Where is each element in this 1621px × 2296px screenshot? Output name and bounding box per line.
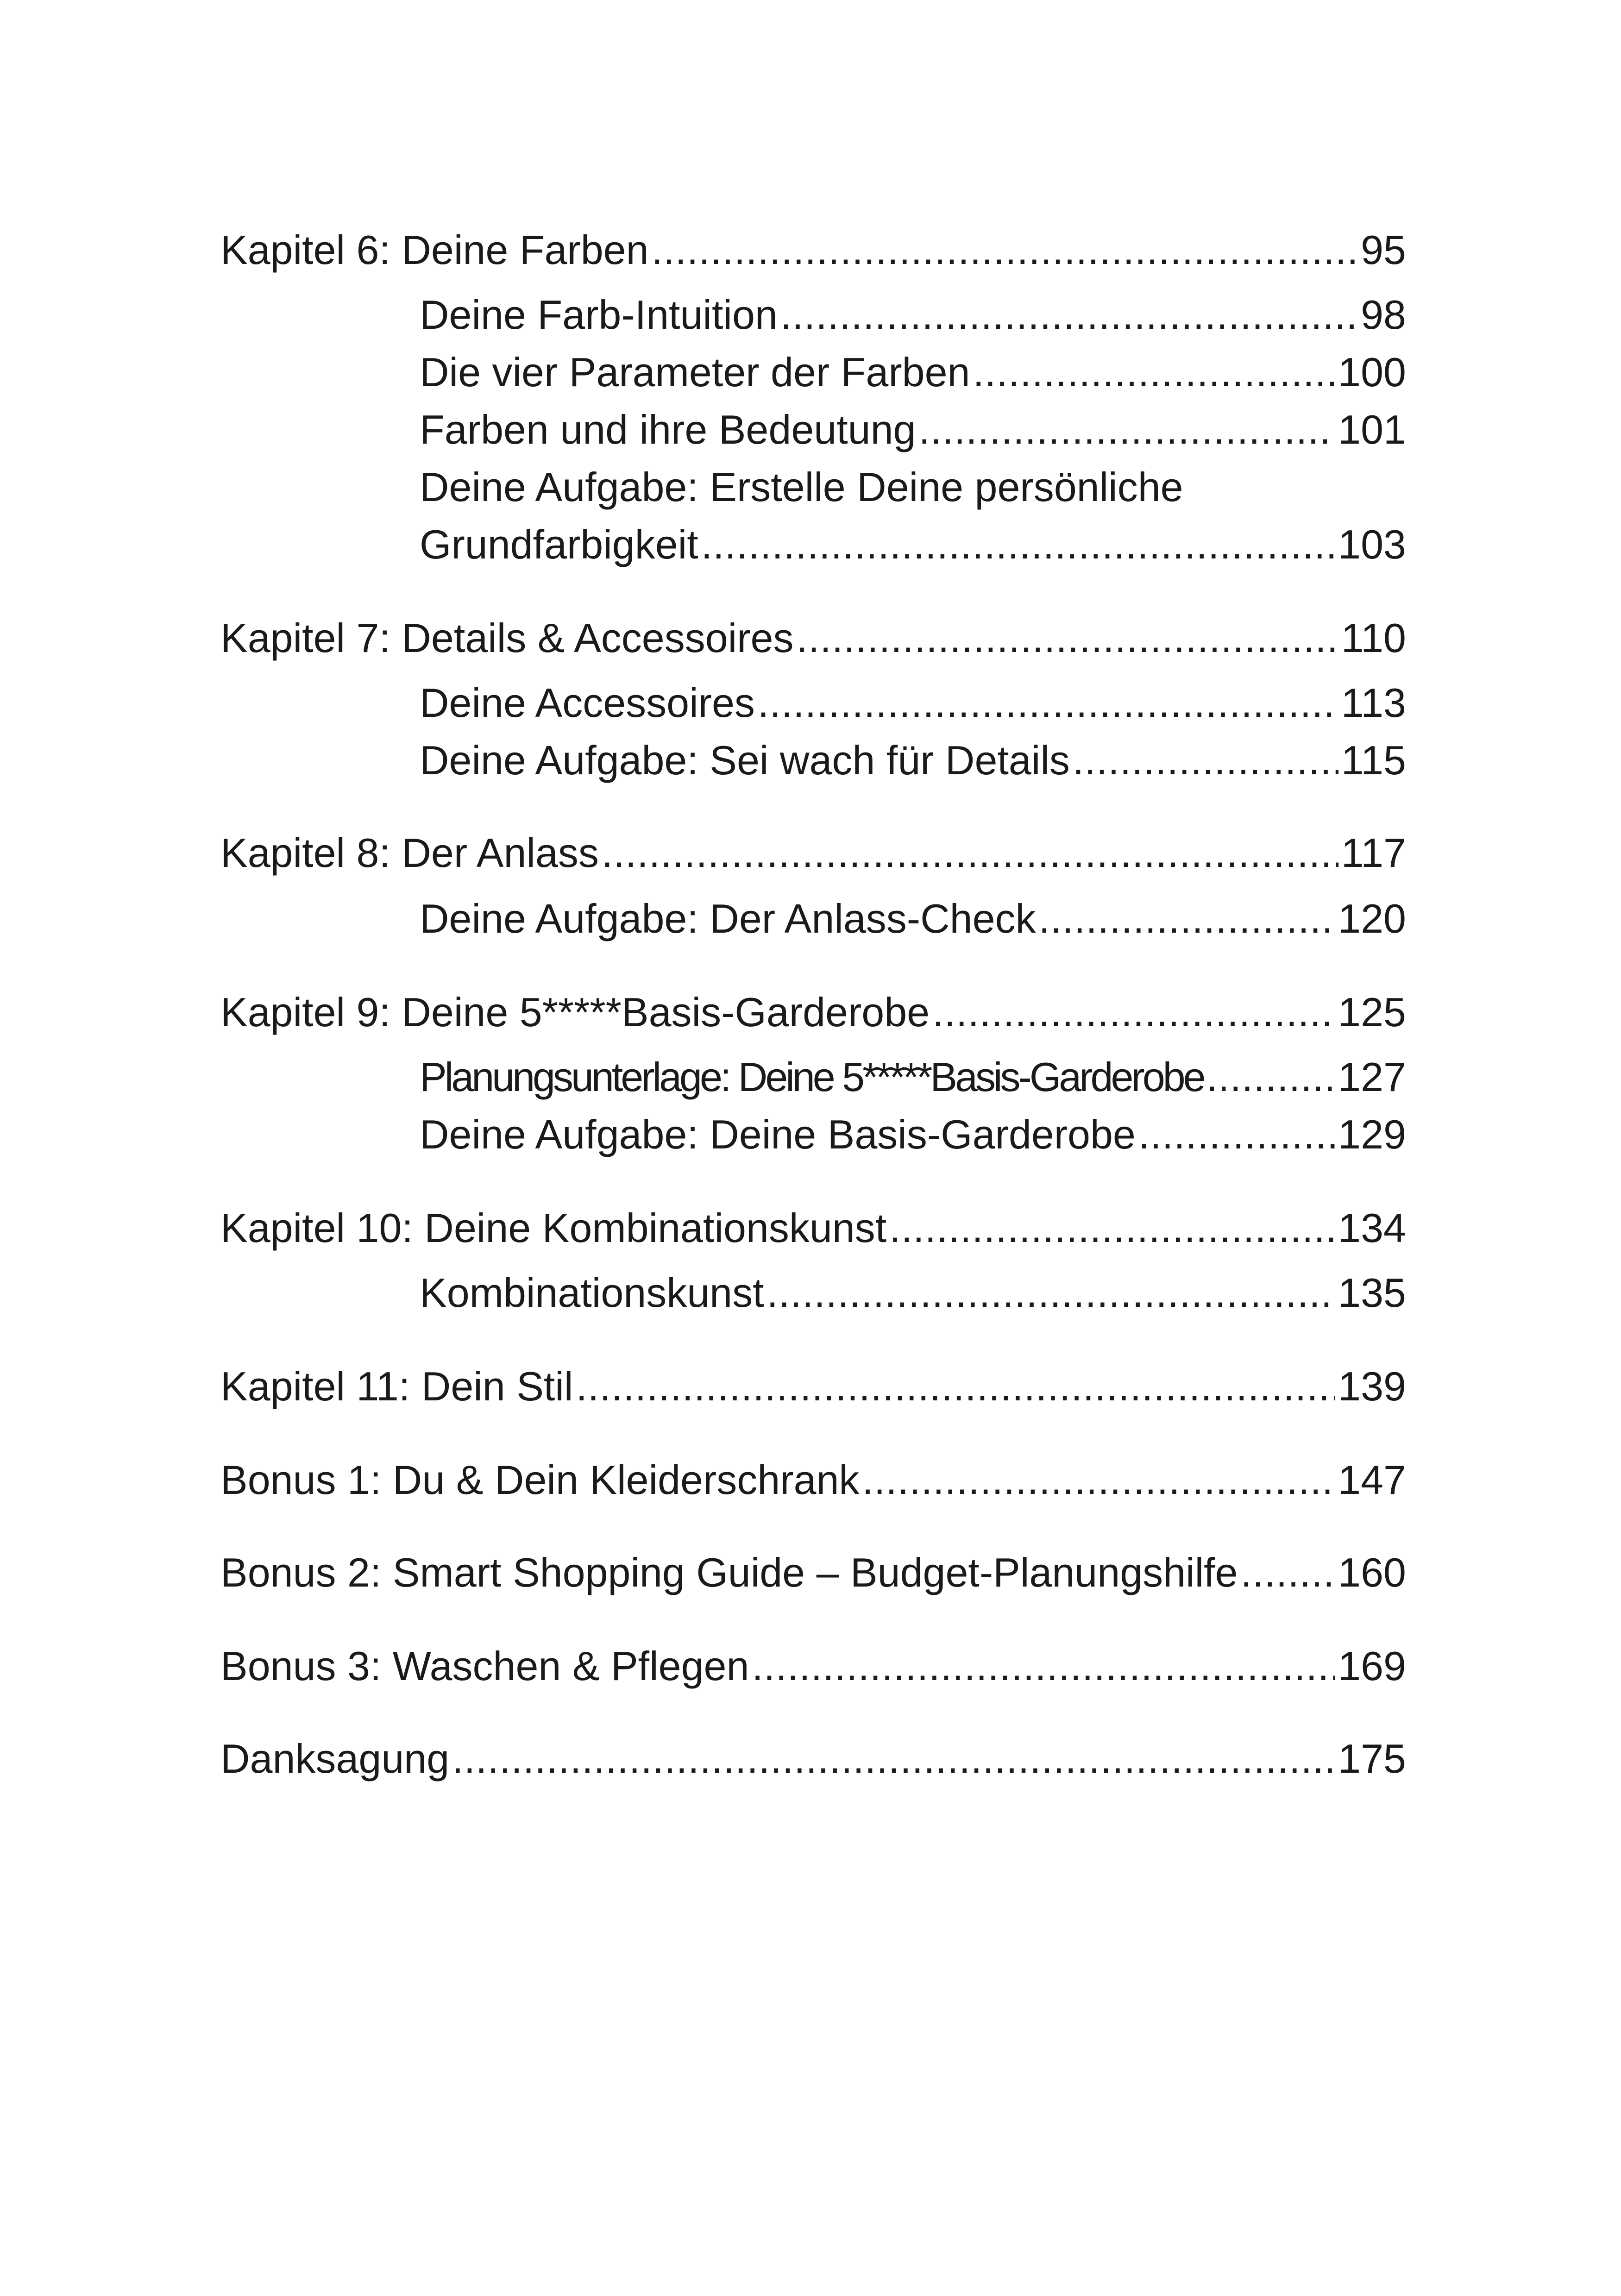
toc-entry-anlass-check[interactable] [420,891,1406,947]
toc-entry-page: 139 [1338,1363,1406,1409]
dot-leader [1073,733,1338,788]
toc-entry-page: 160 [1338,1549,1406,1595]
dot-leader [576,1359,1335,1414]
toc-entry-page: 147 [1338,1457,1406,1503]
toc-entry-page: 98 [1361,292,1406,338]
toc-entry-title: Kapitel 11: Dein Stil [220,1363,573,1409]
toc-entry-title: Farben und ihre Bedeutung [420,407,916,452]
toc-entry-page: 103 [1338,521,1406,567]
toc-entry-grundfarbigkeit[interactable] [420,517,1406,572]
dot-leader [1241,1545,1336,1600]
toc-entry-farb-intuition[interactable] [420,287,1406,343]
dot-leader [758,675,1338,731]
toc-entry-kapitel-8[interactable] [220,825,1406,881]
toc-entry-title: Bonus 1: Du & Dein Kleiderschrank [220,1457,860,1503]
dot-leader [1206,1049,1336,1105]
toc-entry-title: Grundfarbigkeit [420,521,698,567]
toc-entry-title: Deine Accessoires [420,680,755,726]
dot-leader [1138,1107,1335,1162]
toc-entry-kapitel-7[interactable] [220,610,1406,666]
toc-entry-title: Kapitel 10: Deine Kombinationskunst [220,1205,887,1251]
dot-leader [889,1200,1335,1256]
toc-entry-title: Kapitel 7: Details & Accessoires [220,615,794,661]
toc-entry-title: Bonus 3: Waschen & Pflegen [220,1643,749,1689]
toc-entry-title: Kapitel 6: Deine Farben [220,227,649,273]
toc-entry-title: Deine Aufgabe: Deine Basis-Garderobe [420,1111,1136,1157]
toc-entry-planungsunterlage[interactable] [420,1049,1406,1105]
dot-leader [918,402,1335,458]
dot-leader [452,1731,1335,1787]
toc-entry-title: Bonus 2: Smart Shopping Guide – Budget-Planungshilfe [220,1549,1238,1595]
toc-entry-bonus-2[interactable] [220,1545,1406,1600]
toc-entry-basis-garderobe[interactable] [420,1107,1406,1162]
toc-entry-kapitel-11[interactable] [220,1359,1406,1414]
toc-entry-bonus-1[interactable] [220,1452,1406,1508]
toc-entry-page: 117 [1341,830,1406,876]
toc-entry-title: Kapitel 8: Der Anlass [220,830,599,876]
toc-entry-page: 100 [1338,349,1406,395]
toc-entry-title: Danksagung [220,1736,450,1782]
toc-entry-page: 127 [1338,1054,1406,1100]
dot-leader [932,985,1335,1040]
toc-entry-page: 175 [1338,1736,1406,1782]
dot-leader [767,1265,1336,1321]
toc-entry-title: Planungsunterlage: Deine 5*****Basis-Garderobe [420,1054,1204,1100]
dot-leader [1039,891,1336,947]
toc-entry-kapitel-10[interactable] [220,1200,1406,1256]
toc-entry-page: 110 [1341,615,1406,661]
toc-entry-page: 115 [1341,737,1406,783]
dot-leader [796,610,1338,666]
toc-entry-title: Deine Aufgabe: Sei wach für Details [420,737,1070,783]
dot-leader [652,222,1358,278]
dot-leader [862,1452,1335,1508]
dot-leader [973,345,1335,400]
toc-entry-danksagung[interactable] [220,1731,1406,1787]
toc-entry-title: Kombinationskunst [420,1270,764,1316]
toc-entry-page: 101 [1338,407,1406,452]
toc-entry-wach-fuer-details[interactable] [420,733,1406,788]
toc-entry-bonus-3[interactable] [220,1638,1406,1694]
toc-entry-page: 125 [1338,989,1406,1035]
dot-leader [602,825,1338,881]
toc-entry-page: 113 [1341,680,1406,726]
toc-entry-farben-bedeutung[interactable] [420,402,1406,458]
toc-entry-title: Deine Farb-Intuition [420,292,778,338]
toc-entry-vier-parameter[interactable] [420,345,1406,400]
toc-entry-accessoires[interactable] [420,675,1406,731]
toc-entry-page: 134 [1338,1205,1406,1251]
dot-leader [701,517,1336,572]
dot-leader [780,287,1358,343]
toc-entry-title: Kapitel 9: Deine 5*****Basis-Garderobe [220,989,930,1035]
toc-entry-kombinationskunst[interactable] [420,1265,1406,1321]
toc-entry-kapitel-9[interactable] [220,985,1406,1040]
toc-entry-page: 135 [1338,1270,1406,1316]
toc-entry-page: 169 [1338,1643,1406,1689]
toc-entry-title: Deine Aufgabe: Der Anlass-Check [420,896,1036,941]
toc-entry-page: 95 [1361,227,1406,273]
toc-entry-page: 120 [1338,896,1406,941]
toc-entry-title: Die vier Parameter der Farben [420,349,970,395]
dot-leader [752,1638,1335,1694]
toc-entry-title-line1: Deine Aufgabe: Erstelle Deine persönliche [420,464,1183,510]
toc-entry-page: 129 [1338,1111,1406,1157]
toc-entry-kapitel-6[interactable] [220,222,1406,278]
